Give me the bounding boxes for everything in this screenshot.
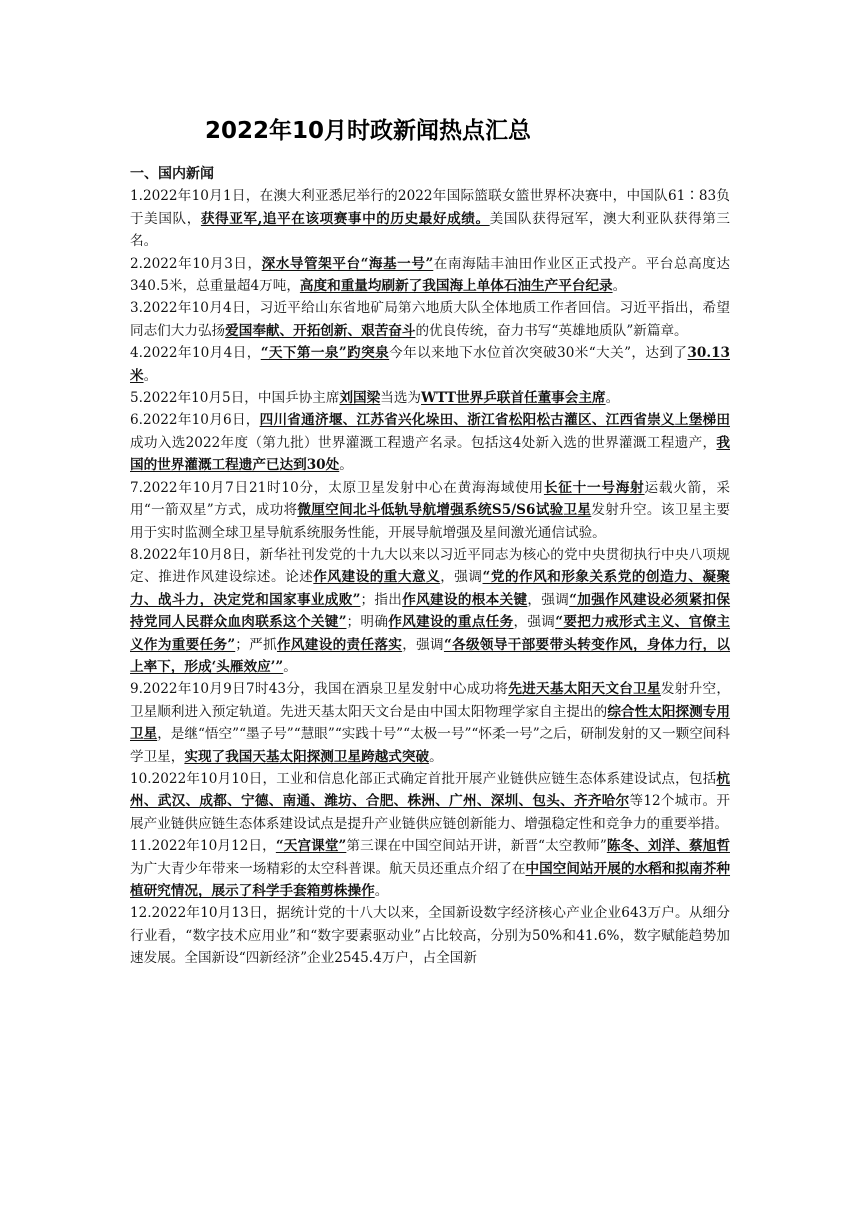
body-text: 。 [283, 658, 297, 675]
highlighted-text: 中国空间站开展的水稻和拟南芥种植研究情况，展示了科学手套箱剪株操作 [130, 860, 731, 899]
body-text: 。 [374, 883, 389, 899]
body-text: 为广大青少年带来一场精彩的太空科普课。航天员还重点介绍了在 [130, 860, 526, 877]
body-text: ，强调 [513, 614, 556, 631]
highlighted-text: 我国的世界灌溉工程遗产已达到30处 [130, 434, 730, 474]
highlighted-text: 先进天基太阳天文台卫星 [508, 681, 661, 698]
highlighted-text: 高度和重量均刷新了我国海上单体石油生产平台纪录 [299, 278, 613, 295]
highlighted-text: 作风建设的责任落实 [276, 636, 403, 653]
highlighted-text: 深水导管架平台“海基一号” [261, 255, 434, 272]
body-text: 5.2022年10月5日，中国乒协主席 [130, 390, 340, 407]
highlighted-text: 四川省通济堰、江苏省兴化垛田、浙江省松阳松古灌区、江西省崇义上堡梯田 [259, 412, 730, 429]
news-item [130, 342, 730, 387]
news-item [130, 185, 730, 252]
highlighted-text: 作风建设的根本关键 [402, 591, 528, 608]
document-body [130, 163, 730, 970]
body-text: 。 [143, 367, 158, 384]
body-text: ，强调 [527, 591, 570, 608]
body-text: 的优良传统，奋力书写“英雄地质队”新篇章。 [415, 322, 688, 339]
news-item [130, 768, 730, 835]
body-text: 11.2022年10月12日， [130, 838, 276, 855]
body-text: 7.2022年10月7日21时10分，太原卫星发射中心在黄海海域使用 [130, 479, 544, 496]
news-item [130, 477, 730, 544]
highlighted-text: 长征十一号海射 [543, 479, 645, 496]
highlighted-text: “党的作风和形象关系党的创造力、凝聚力、战斗力，决定党和国家事业成败” [130, 569, 731, 608]
highlighted-text: 作风建设的重大意义 [313, 569, 441, 586]
highlighted-text: “要把力戒形式主义、官僚主义作为重要任务” [130, 614, 731, 653]
highlighted-text: “天下第一泉”趵突泉 [260, 345, 390, 362]
highlighted-text: 刘国梁 [339, 390, 381, 407]
body-text: 。 [339, 457, 353, 474]
highlighted-text: “加强作风建设必须紧扣保持党同人民群众血肉联系这个关键” [130, 591, 731, 631]
news-item [130, 544, 730, 678]
body-text: 9.2022年10月9日7时43分，我国在酒泉卫星发射中心成功将 [130, 681, 509, 698]
body-text: 发射升空，卫星顺利进入预定轨道。先进天基太阳天文台是由中国太阳物理学家自主提出的 [130, 681, 731, 720]
highlighted-text: “各级领导干部要带头转变作风，身体力行，以上率下，形成‘头雁效应’” [130, 636, 731, 675]
body-text: 4.2022年10月4日， [130, 345, 261, 362]
highlighted-text: “天宫课堂” [275, 838, 347, 855]
highlighted-text: WTT世界乒联首任董事会主席 [421, 390, 606, 407]
body-text: 10.2022年10月10日，工业和信息化部正式确定首批开展产业链供应链生态体系建设试点，包括 [130, 770, 717, 787]
body-text: 2.2022年10月3日， [130, 255, 262, 272]
body-text: ；指出 [360, 591, 403, 608]
body-text: 。 [429, 748, 443, 765]
body-text: 3.2022年10月4日，习近平给山东省地矿局第六地质大队全体地质工作者回信。习近平指出，希望同志们大力弘扬 [130, 300, 730, 339]
body-text: ；明确 [346, 614, 389, 631]
body-text: 当选为 [380, 390, 422, 407]
body-text: 等12个城市。开展产业链供应链生态体系建设试点是提升产业链供应链创新能力、增强稳定性和竞争力的重要举措。 [130, 793, 730, 832]
body-text: ，是继“悟空”“墨子号”“慧眼”“实践十号”“太极一号”“怀柔一号”之后，研制发射的又一颗空间科学卫星， [130, 726, 730, 765]
body-text: 今年以来地下水位首次突破30米“大关”，达到了 [389, 345, 688, 362]
news-item [130, 387, 730, 409]
highlighted-text: 实现了我国天基太阳探测卫星跨越式突破 [184, 748, 430, 765]
highlighted-text: 作风建设的重点任务 [388, 614, 514, 631]
body-text: 成功入选2022年度（第九批）世界灌溉工程遗产名录。包括这4处新入选的世界灌溉工程遗产， [130, 434, 717, 451]
news-item [130, 253, 730, 298]
body-text: 美国队获得冠军，澳大利亚队获得第三名。 [130, 210, 731, 250]
body-text: 1.2022年10月1日，在澳大利亚悉尼举行的2022年国际篮联女篮世界杯决赛中，中国队61∶83负于美国队， [130, 188, 730, 227]
body-text: 运载火箭，采用“一箭双星”方式，成功将 [130, 479, 731, 519]
highlighted-text: 陈冬、刘洋、蔡旭哲 [606, 838, 730, 855]
body-text: ，强调 [440, 569, 483, 586]
body-text: 。 [605, 390, 620, 407]
highlighted-text: 获得亚军,追平在该项赛事中的历史最好成绩。 [200, 210, 490, 227]
body-text: 在南海陆丰油田作业区正式投产。平台总高度达340.5米，总重量超4万吨， [130, 255, 731, 295]
highlighted-text: 30.13米 [130, 345, 730, 384]
news-item [130, 902, 730, 969]
section-heading: 一、国内新闻 [130, 166, 214, 182]
news-item [130, 297, 730, 342]
highlighted-text: 爱国奉献、开拓创新、艰苦奋斗 [225, 322, 416, 339]
highlighted-text: 综合性太阳探测专用卫星 [130, 703, 731, 743]
body-text: 第三课在中国空间站开讲，新晋“太空教师” [346, 838, 607, 855]
document-title: 2022年10月时政新闻热点汇总 [205, 118, 532, 144]
highlighted-text: 微厘空间北斗低轨导航增强系统S5/S6试验卫星 [297, 502, 592, 519]
body-text: 6.2022年10月6日， [130, 412, 260, 429]
highlighted-text: 杭州、武汉、成都、宁德、南通、潍坊、合肥、株洲、广州、深圳、包头、齐齐哈尔 [130, 770, 730, 810]
body-text: 12.2022年10月13日，据统计党的十八大以来，全国新设数字经济核心产业企业643万户。从细分行业看，“数字技术应用业”和“数字要素驱动业”占比较高，分别为50%和41.6%，数字赋能趋势加速发展。全国新设“四新经济”企业2545.4万户，占全国新 [130, 905, 730, 967]
news-item [130, 409, 730, 476]
body-text: 。 [612, 278, 627, 295]
body-text: ；严抓 [235, 636, 277, 653]
body-text: 发射升空。该卫星主要用于实时监测全球卫星导航系统服务性能，开展导航增强及星间激光通信试验。 [130, 502, 731, 541]
news-item [130, 678, 730, 768]
body-text: 8.2022年10月8日，新华社刊发党的十九大以来以习近平同志为核心的党中央贯彻执行中央八项规定、推进作风建设综述。论述 [130, 546, 730, 586]
body-text: ，强调 [402, 636, 444, 653]
news-item [130, 835, 730, 902]
news-list [130, 185, 730, 969]
